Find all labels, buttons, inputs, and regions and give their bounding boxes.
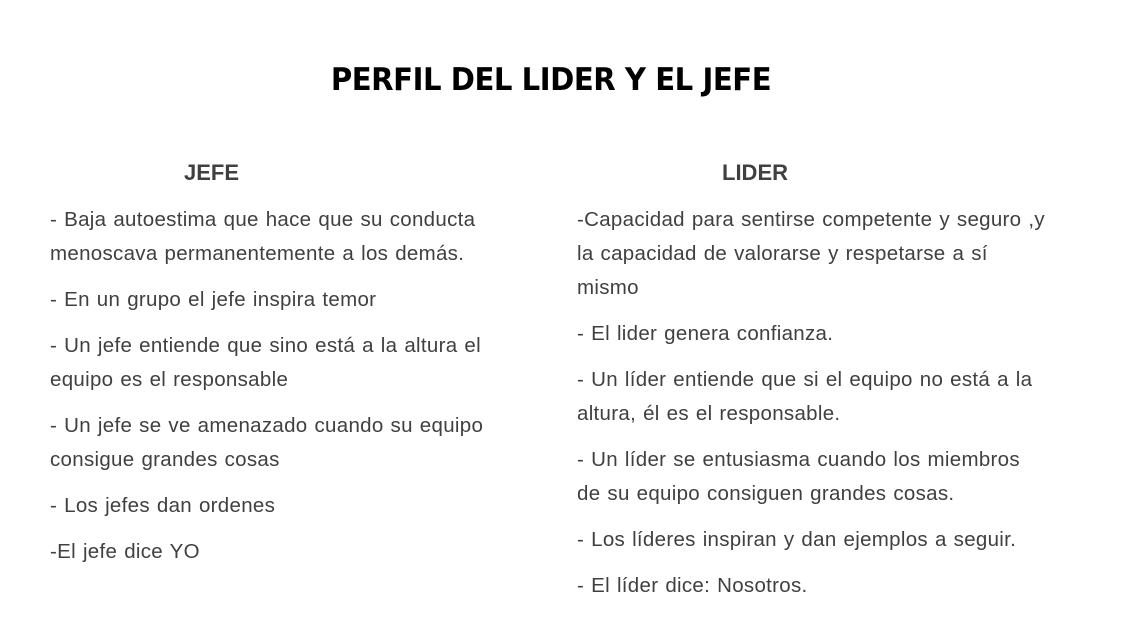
lider-item: - Un líder se entusiasma cuando los miembros de su equipo consiguen grandes cosas. [577, 448, 1020, 505]
lider-item: - El líder dice: Nosotros. [577, 574, 808, 597]
jefe-item: - Baja autoestima que hace que su conducta menoscava permanentemente a los demás. [50, 208, 476, 265]
lider-column [577, 157, 1047, 615]
jefe-item: - Los jefes dan ordenes [50, 494, 276, 517]
jefe-column [50, 157, 540, 581]
lider-item: - El lider genera confianza. [577, 322, 834, 345]
lider-item: - Los líderes inspiran y dan ejemplos a seguir. [577, 528, 1017, 551]
jefe-item: - Un jefe entiende que sino está a la altura el equipo es el responsable [50, 334, 481, 391]
lider-item: - Un líder entiende que si el equipo no está a la altura, él es el responsable. [577, 368, 1033, 425]
lider-heading: LIDER [722, 160, 788, 185]
slide-title: PERFIL DEL LIDER Y EL JEFE [330, 62, 772, 98]
jefe-item: - Un jefe se ve amenazado cuando su equipo consigue grandes cosas [50, 414, 484, 471]
jefe-item: -El jefe dice YO [50, 540, 200, 563]
lider-item: -Capacidad para sentirse competente y seguro ,y la capacidad de valorarse y respetarse a sí mismo [577, 208, 1045, 299]
jefe-item: - En un grupo el jefe inspira temor [50, 288, 377, 311]
jefe-heading: JEFE [184, 160, 240, 185]
